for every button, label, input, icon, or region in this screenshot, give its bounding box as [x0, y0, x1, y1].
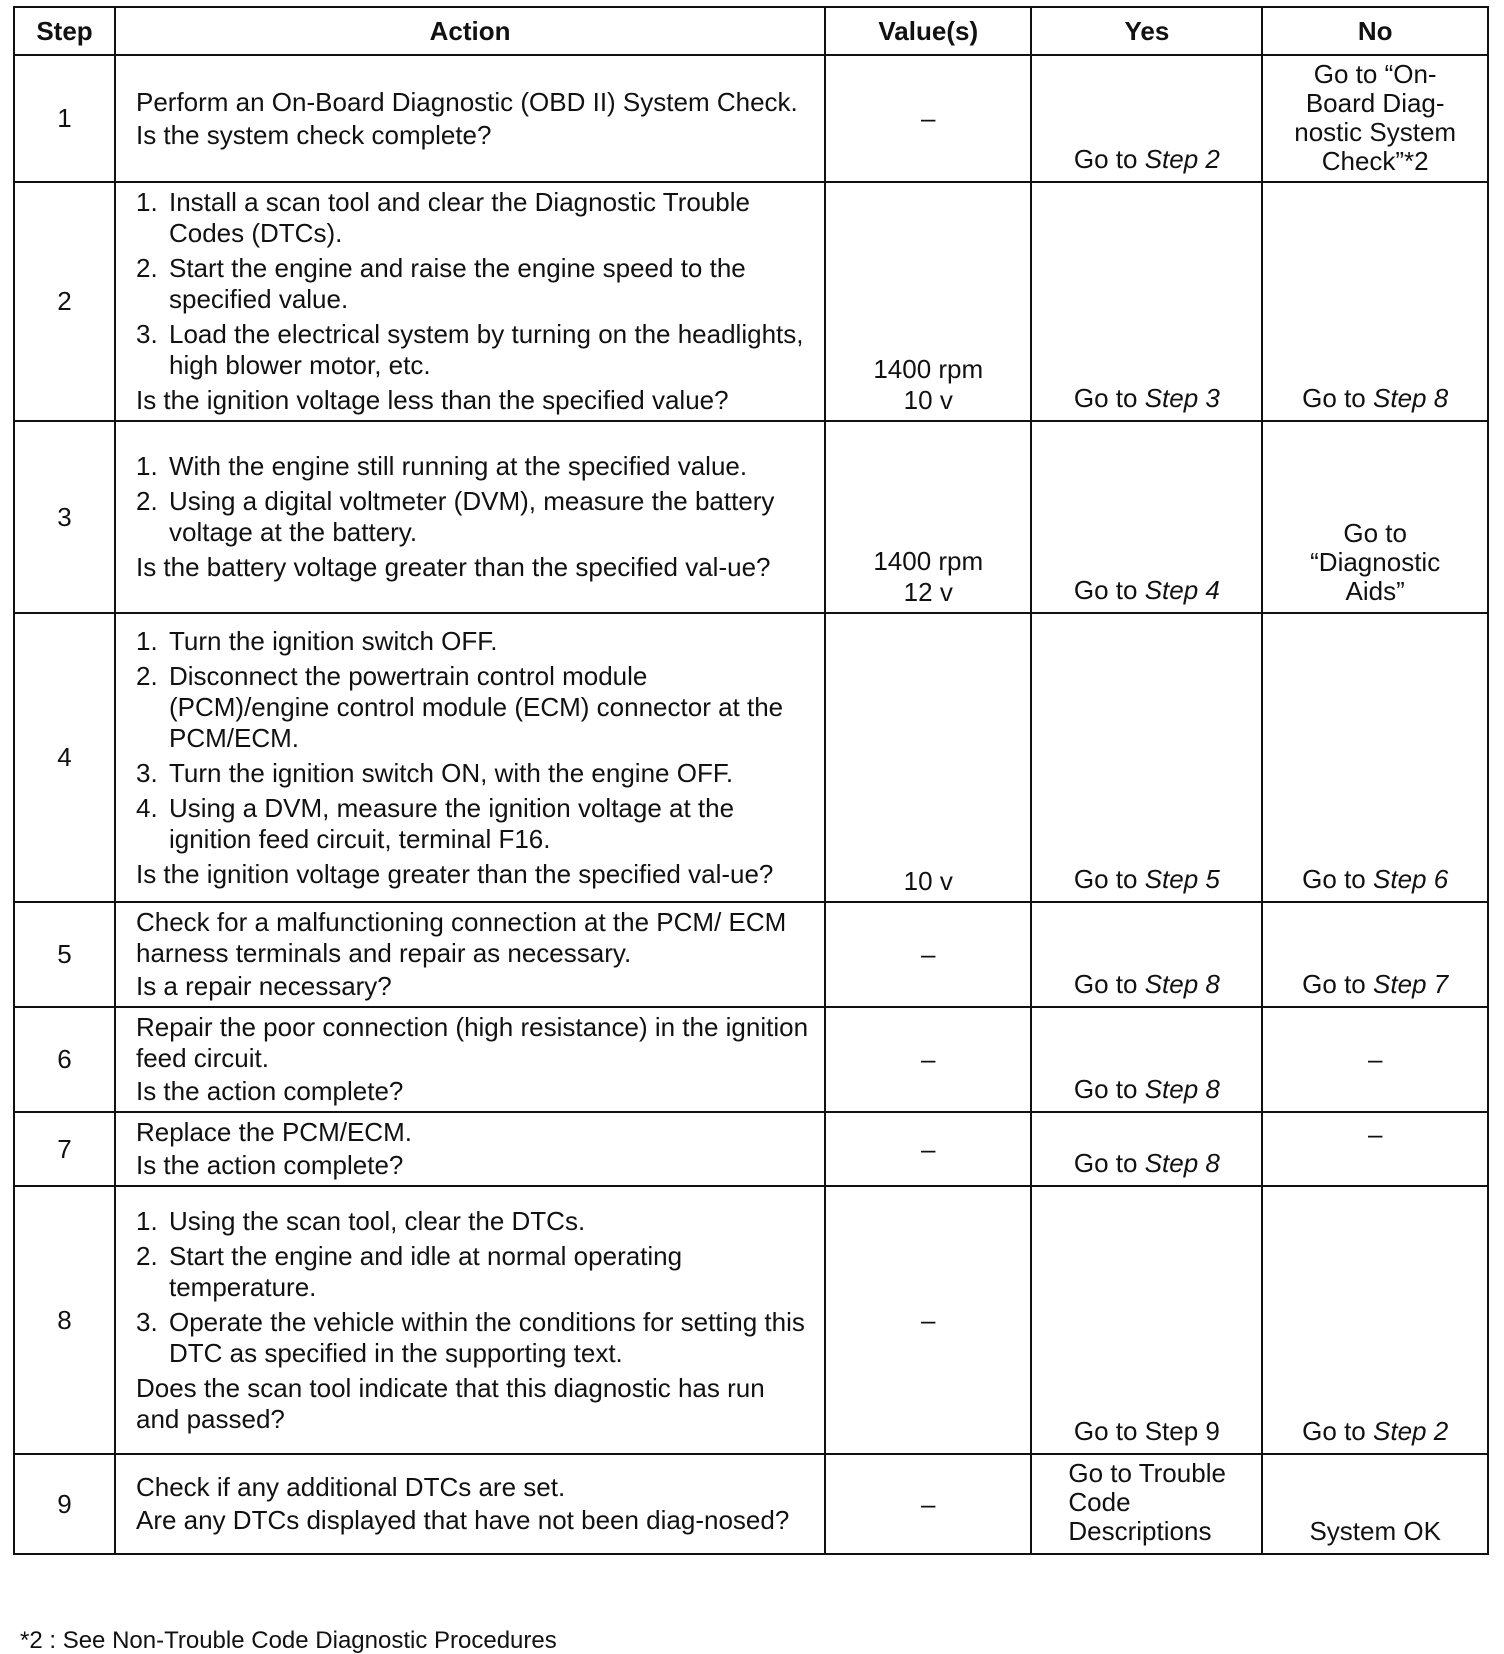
yes-cell [1031, 182, 1262, 421]
list-item [136, 661, 814, 754]
action-question: Is the action complete? [135, 1076, 404, 1106]
table-row [14, 1454, 1488, 1554]
value-text: 1400 rpm [873, 354, 984, 384]
yes-step-link[interactable]: Step 5 [1144, 864, 1220, 894]
yes-prefix: Go to [1073, 864, 1145, 894]
list-item-text: Turn the ignition switch ON, with the engine OFF. [168, 757, 734, 788]
value-text: – [921, 1304, 936, 1335]
list-item-number: 3. [135, 757, 158, 788]
yes-link-line[interactable]: Code [1068, 1487, 1131, 1517]
no-link-line[interactable]: Aids” [1345, 576, 1405, 606]
step-number: 2 [14, 182, 115, 421]
yes-step-link[interactable]: Step 8 [1144, 1148, 1220, 1178]
value-text: – [921, 103, 936, 133]
yes-cell [1031, 421, 1262, 613]
header-action: Action [115, 7, 825, 55]
table-row [14, 55, 1488, 182]
no-result-text: System OK [1309, 1516, 1441, 1546]
no-step-link[interactable]: Step 2 [1373, 1416, 1449, 1446]
no-link-line[interactable]: nostic System [1294, 117, 1457, 147]
no-step-link[interactable]: Step 8 [1373, 383, 1449, 413]
list-item-number: 2. [135, 253, 158, 283]
header-row [14, 7, 1488, 55]
list-item [136, 451, 814, 482]
no-step-link[interactable]: Step 7 [1373, 969, 1449, 999]
yes-prefix: Go to [1073, 969, 1145, 999]
yes-step-link[interactable]: Step 2 [1144, 144, 1220, 174]
values-cell [825, 421, 1031, 613]
no-value-dash: – [1367, 1044, 1383, 1074]
list-item [136, 486, 814, 548]
no-cell [1262, 902, 1488, 1007]
yes-cell [1031, 1186, 1262, 1454]
list-item-number: 1. [135, 451, 158, 481]
action-intro: Check if any additional DTCs are set. [135, 1472, 566, 1502]
yes-cell [1031, 1112, 1262, 1186]
step-number: 8 [14, 1186, 115, 1454]
list-item [136, 793, 814, 855]
action-steps-list [136, 626, 814, 855]
no-prefix: Go to [1302, 864, 1373, 894]
no-cell [1262, 1454, 1488, 1554]
yes-prefix: Go to [1073, 1148, 1145, 1178]
value-text: – [921, 1488, 936, 1519]
no-link-line[interactable]: Go to [1343, 518, 1407, 548]
no-link-line[interactable]: Go to “On- [1313, 59, 1437, 89]
action-cell [115, 1007, 825, 1112]
step-number: 5 [14, 902, 115, 1007]
action-cell [115, 182, 825, 421]
footnote: *2 : See Non-Trouble Code Diagnostic Procedures [20, 1627, 557, 1654]
action-question: Is a repair necessary? [135, 971, 392, 1001]
action-intro: Repair the poor connection (high resistance) in the ignition feed circuit. [135, 1012, 809, 1073]
yes-link-line[interactable]: Descriptions [1068, 1516, 1212, 1546]
table-row [14, 1186, 1488, 1454]
values-cell [825, 182, 1031, 421]
value-text: – [921, 1044, 936, 1074]
action-cell [115, 55, 825, 182]
action-question: Is the ignition voltage greater than the specified val-ue? [135, 858, 774, 889]
list-item [136, 319, 814, 381]
no-cell [1262, 1007, 1488, 1112]
list-item [136, 1241, 814, 1303]
list-item-text: Using the scan tool, clear the DTCs. [168, 1205, 586, 1236]
header-yes: Yes [1031, 7, 1262, 55]
list-item-number: 1. [135, 187, 158, 217]
no-link-line[interactable]: Board Diag- [1305, 88, 1445, 118]
action-question: Is the action complete? [135, 1150, 404, 1180]
table-body [14, 55, 1488, 1554]
list-item-text: Turn the ignition switch OFF. [168, 625, 498, 656]
values-cell [825, 55, 1031, 182]
table-row [14, 421, 1488, 613]
action-question: Is the system check complete? [135, 119, 492, 150]
action-steps-list [136, 1206, 814, 1369]
list-item-number: 2. [135, 486, 158, 516]
yes-cell [1031, 613, 1262, 902]
no-link-line[interactable]: Check”*2 [1321, 146, 1429, 176]
table-row [14, 182, 1488, 421]
action-intro: Check for a malfunctioning connection at the PCM/ ECM harness terminals and repair as necessary. [135, 907, 787, 968]
value-text: 1400 rpm [873, 546, 984, 576]
list-item [136, 1206, 814, 1237]
yes-step-link[interactable]: Step 3 [1144, 383, 1220, 413]
action-cell [115, 1454, 825, 1554]
list-item-text: Using a DVM, measure the ignition voltage at the ignition feed circuit, terminal F16. [168, 792, 735, 854]
header-step: Step [14, 7, 115, 55]
table-row [14, 613, 1488, 902]
action-cell [115, 902, 825, 1007]
header-no: No [1262, 7, 1488, 55]
action-intro: Perform an On-Board Diagnostic (OBD II) System Check. [135, 86, 798, 117]
list-item-text: Start the engine and idle at normal operating temperature. [168, 1240, 683, 1302]
no-cell [1262, 1186, 1488, 1454]
step-number: 1 [14, 55, 115, 182]
values-cell [825, 902, 1031, 1007]
diagnostic-document [13, 6, 1489, 1555]
no-cell [1262, 421, 1488, 613]
value-text: 10 v [903, 866, 953, 896]
diagnostic-table [13, 6, 1489, 1555]
list-item-text: Load the electrical system by turning on the headlights, high blower motor, etc. [168, 319, 804, 380]
no-cell [1262, 1112, 1488, 1186]
yes-step-link[interactable]: Go to Step 9 [1073, 1416, 1220, 1446]
list-item [136, 1307, 814, 1369]
list-item-text: With the engine still running at the specified value. [168, 451, 748, 481]
action-question: Does the scan tool indicate that this diagnostic has run and passed? [135, 1372, 765, 1434]
table-row [14, 1007, 1488, 1112]
no-prefix: Go to [1302, 383, 1373, 413]
yes-prefix: Go to [1073, 575, 1145, 605]
yes-cell [1031, 1007, 1262, 1112]
values-cell [825, 1007, 1031, 1112]
list-item-text: Start the engine and raise the engine speed to the specified value. [168, 253, 746, 314]
action-cell [115, 421, 825, 613]
action-cell [115, 613, 825, 902]
no-prefix: Go to [1302, 969, 1373, 999]
values-cell [825, 1186, 1031, 1454]
action-question: Is the ignition voltage less than the specified value? [135, 385, 729, 415]
action-steps-list [136, 451, 814, 548]
step-number: 4 [14, 613, 115, 902]
list-item-number: 4. [135, 792, 158, 823]
list-item-number: 3. [135, 319, 158, 349]
values-cell [825, 1454, 1031, 1554]
action-question: Are any DTCs displayed that have not been diag-nosed? [135, 1505, 790, 1535]
no-link-line[interactable]: “Diagnostic [1310, 547, 1441, 577]
yes-prefix: Go to [1073, 383, 1145, 413]
action-cell [115, 1186, 825, 1454]
list-item-text: Install a scan tool and clear the Diagnostic Trouble Codes (DTCs). [168, 187, 750, 248]
no-value-dash: – [1367, 1119, 1383, 1149]
value-text: – [921, 939, 936, 969]
list-item-number: 3. [135, 1306, 158, 1337]
table-row [14, 1112, 1488, 1186]
action-question: Is the battery voltage greater than the specified val-ue? [135, 552, 771, 582]
yes-step-link[interactable]: Step 8 [1144, 1074, 1220, 1104]
yes-cell [1031, 55, 1262, 182]
action-intro: Replace the PCM/ECM. [135, 1117, 412, 1147]
yes-cell [1031, 1454, 1262, 1554]
list-item [136, 187, 814, 249]
value-text: 12 v [903, 577, 953, 607]
action-cell [115, 1112, 825, 1186]
yes-prefix: Go to [1073, 144, 1145, 174]
step-number: 9 [14, 1454, 115, 1554]
list-item-number: 1. [135, 1205, 158, 1236]
yes-prefix: Go to [1073, 1074, 1145, 1104]
header-values: Value(s) [825, 7, 1031, 55]
list-item-text: Disconnect the powertrain control module (PCM)/engine control module (ECM) connector at the PCM/ECM. [168, 660, 784, 753]
action-steps-list [136, 187, 814, 381]
values-cell [825, 1112, 1031, 1186]
table-row [14, 902, 1488, 1007]
no-step-link[interactable]: Step 6 [1373, 864, 1449, 894]
no-prefix: Go to [1302, 1416, 1373, 1446]
step-number: 7 [14, 1112, 115, 1186]
list-item-text: Using a digital voltmeter (DVM), measure the battery voltage at the battery. [168, 486, 775, 547]
no-cell [1262, 182, 1488, 421]
list-item [136, 758, 814, 789]
list-item-number: 2. [135, 1240, 158, 1271]
yes-step-link[interactable]: Step 8 [1144, 969, 1220, 999]
value-text: – [921, 1133, 936, 1164]
list-item [136, 253, 814, 315]
yes-link-line[interactable]: Go to Trouble [1068, 1458, 1226, 1488]
no-cell [1262, 55, 1488, 182]
list-item [136, 626, 814, 657]
yes-cell [1031, 902, 1262, 1007]
no-cell [1262, 613, 1488, 902]
step-number: 6 [14, 1007, 115, 1112]
values-cell [825, 613, 1031, 902]
list-item-number: 2. [135, 660, 158, 691]
value-text: 10 v [903, 385, 953, 415]
step-number: 3 [14, 421, 115, 613]
yes-step-link[interactable]: Step 4 [1144, 575, 1220, 605]
list-item-text: Operate the vehicle within the conditions for setting this DTC as specified in the supporting text. [168, 1306, 805, 1368]
list-item-number: 1. [135, 625, 158, 656]
